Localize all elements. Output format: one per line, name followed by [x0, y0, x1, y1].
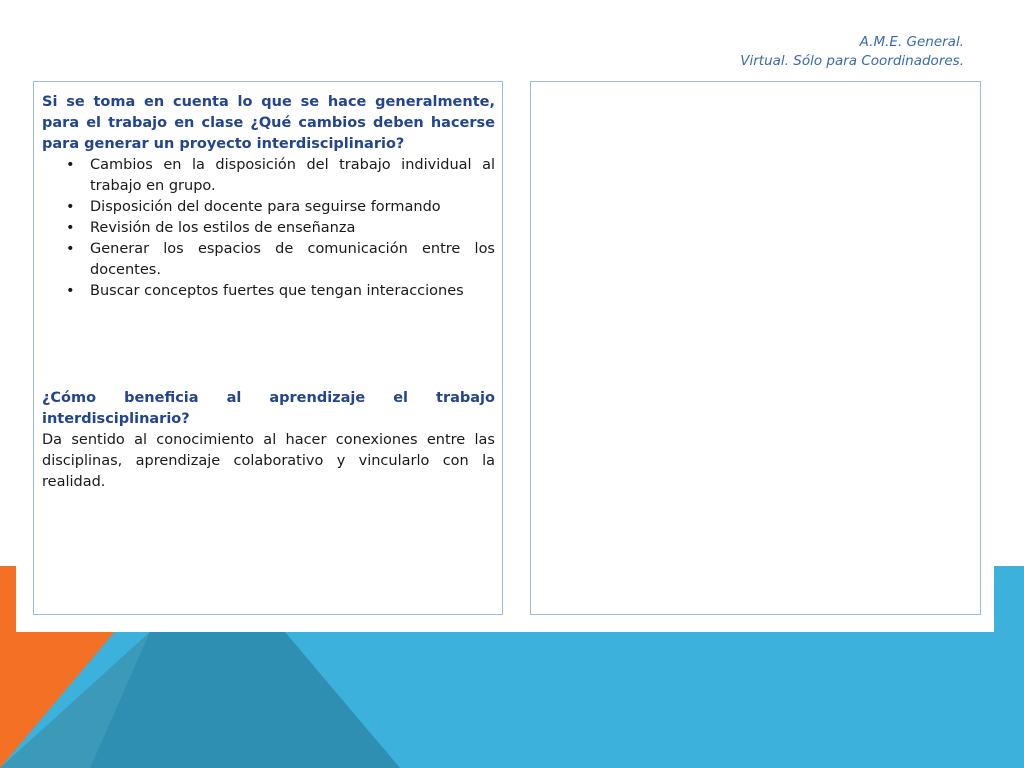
answer-2: Da sentido al conocimiento al hacer conexiones entre las disciplinas, aprendizaje colaborativo y vincularlo con la realidad.: [42, 432, 495, 490]
question-2: ¿Cómo beneficia al aprendizaje el trabajo interdisciplinario?: [42, 390, 495, 427]
bullet-icon: •: [66, 220, 75, 236]
spacer: [42, 302, 495, 388]
header-line-1: A.M.E. General.: [859, 34, 964, 50]
bullet-icon: •: [66, 199, 75, 215]
bullet-item: • Revisión de los estilos de enseñanza: [90, 218, 495, 239]
right-panel: [530, 81, 981, 615]
bullet-item: • Cambios en la disposición del trabajo individual al trabajo en grupo.: [66, 157, 495, 194]
left-panel: [33, 81, 503, 615]
bullet-list: [42, 155, 495, 302]
question-1: Si se toma en cuenta lo que se hace generalmente, para el trabajo en clase ¿Qué cambios deben hacerse para generar un proyecto interdisciplinario?: [42, 94, 495, 152]
left-panel-content: [42, 92, 495, 493]
bullet-item: • Buscar conceptos fuertes que tengan interacciones: [90, 281, 495, 302]
header-line-2: Virtual. Sólo para Coordinadores.: [740, 53, 964, 69]
bullet-icon: •: [66, 283, 75, 299]
bullet-item: • Generar los espacios de comunicación entre los docentes.: [66, 241, 495, 278]
header-note: [740, 33, 964, 71]
bullet-icon: •: [66, 241, 75, 257]
bullet-item: • Disposición del docente para seguirse formando: [90, 197, 495, 218]
bullet-icon: •: [66, 157, 75, 173]
